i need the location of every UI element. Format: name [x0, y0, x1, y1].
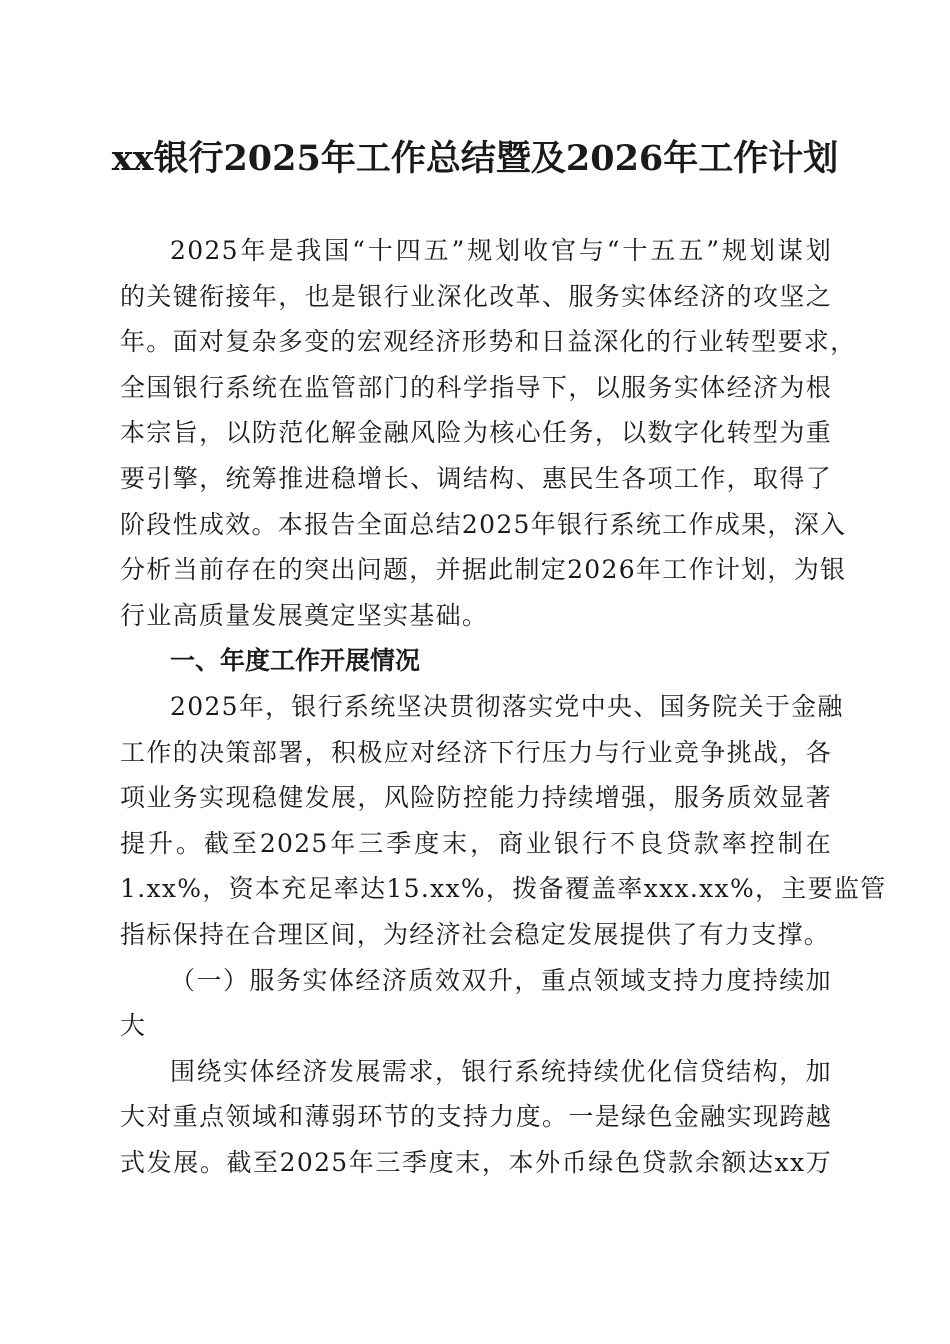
paragraph-line: 围绕实体经济发展需求，银行系统持续优化信贷结构，加: [170, 1056, 832, 1086]
intro-paragraph: [120, 228, 857, 638]
paragraph-line: 年。面对复杂多变的宏观经济形势和日益深化的行业转型要求，: [120, 327, 857, 357]
paragraph-line: 工作的决策部署，积极应对经济下行压力与行业竞争挑战，各: [120, 737, 832, 767]
paragraph-line: 要引擎，统筹推进稳增长、调结构、惠民生各项工作，取得了: [120, 463, 832, 493]
paragraph-line: 项业务实现稳健发展，风险防控能力持续增强，服务质效显著: [120, 783, 832, 813]
document-body: [120, 228, 887, 1185]
subsection-heading-line: 大: [120, 1011, 147, 1041]
paragraph-line: 指标保持在合理区间，为经济社会稳定发展提供了有力支撑。: [120, 919, 831, 949]
subsection-1-paragraph: [120, 1049, 832, 1186]
paragraph-line: 1.xx%，资本充足率达15.xx%，拨备覆盖率xxx.xx%，主要监管: [120, 874, 887, 904]
paragraph-line: 行业高质量发展奠定坚实基础。: [120, 600, 489, 630]
paragraph-line: 阶段性成效。本报告全面总结2025年银行系统工作成果，深入: [120, 509, 847, 539]
paragraph-line: 的关键衔接年，也是银行业深化改革、服务实体经济的攻坚之: [120, 281, 832, 311]
paragraph-line: 式发展。截至2025年三季度末，本外币绿色贷款余额达xx万: [120, 1147, 832, 1177]
document-title: xx银行2025年工作总结暨及2026年工作计划: [111, 138, 839, 179]
subsection-heading: [120, 958, 832, 1049]
paragraph-line: 分析当前存在的突出问题，并据此制定2026年工作计划，为银: [120, 555, 847, 585]
paragraph-line: 提升。截至2025年三季度末，商业银行不良贷款率控制在: [120, 828, 832, 858]
paragraph-line: 2025年，银行系统坚决贯彻落实党中央、国务院关于金融: [170, 691, 844, 721]
paragraph-line: 本宗旨，以防范化解金融风险为核心任务，以数字化转型为重: [120, 418, 832, 448]
section-1-paragraph: [120, 684, 887, 958]
subsection-heading-line: （一）服务实体经济质效双升，重点领域支持力度持续加: [170, 965, 832, 995]
section-heading: 一、年度工作开展情况: [170, 646, 421, 676]
paragraph-line: 2025年是我国“十四五”规划收官与“十五五”规划谋划: [170, 236, 832, 265]
paragraph-line: 大对重点领域和薄弱环节的支持力度。一是绿色金融实现跨越: [120, 1102, 832, 1132]
paragraph-line: 全国银行系统在监管部门的科学指导下，以服务实体经济为根: [120, 372, 832, 402]
